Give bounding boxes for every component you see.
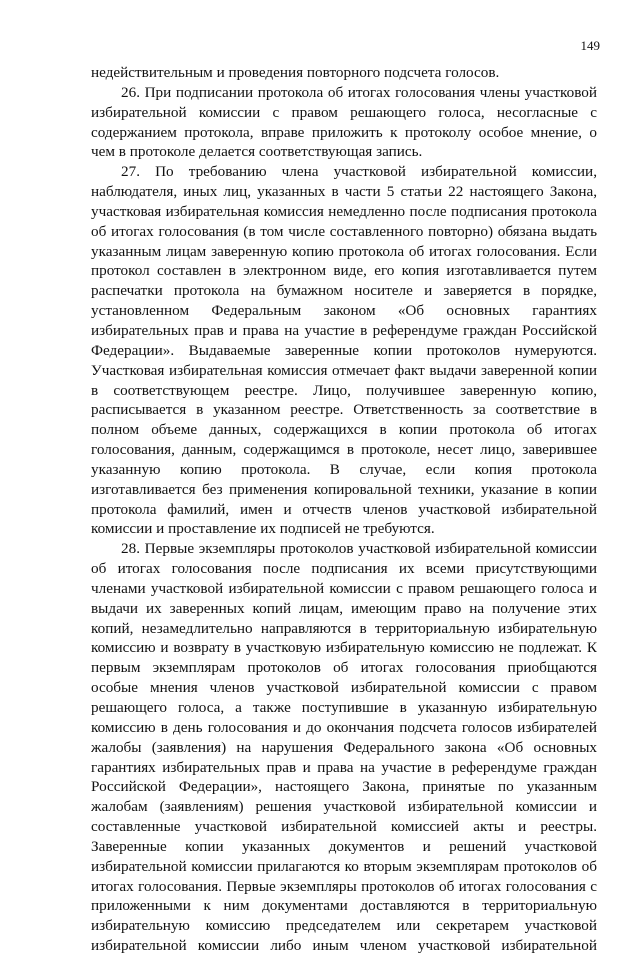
text-line: распечатки протокола на бумажном носителе и заверяется в порядке,: [91, 282, 597, 300]
text-line: в соответствующем реестре. Лицо, получившее заверенную копию,: [91, 381, 597, 399]
text-line: итогах голосования. Первые экземпляры протоколов об итогах голосования с: [91, 877, 597, 895]
text-line: особые мнения членов участковой избирательной комиссии с правом: [91, 679, 597, 697]
text-line: приложенными к ним документами доставляются в территориальную: [91, 897, 597, 915]
text-line: изготавливается без применения копировальной техники, указание в копии: [91, 480, 597, 498]
text-line: жалобам (заявлениям) решения участковой избирательной комиссии и: [91, 798, 597, 816]
text-line: копий, незамедлительно направляются в территориальную избирательную: [91, 619, 597, 637]
text-line: комиссию и возврату в участковую избирательную комиссию не подлежат. К: [91, 639, 597, 657]
text-line: 26. При подписании протокола об итогах голосования члены участковой: [121, 83, 597, 101]
page-number: 149: [580, 38, 600, 53]
text-line: выдачи их заверенных копий лицам, имеющим право на получение этих: [91, 599, 597, 617]
text-line: об итогах голосования (в том числе составленного повторно) обязана выдать: [91, 222, 597, 240]
text-line: содержанием протокола, вправе приложить к протоколу особое мнение, о: [91, 123, 597, 141]
text-line: Федерации». Выдаваемые заверенные копии протоколов нумеруются.: [91, 341, 597, 359]
text-line: полном объеме данных, содержащихся в копии протокола об итогах: [91, 421, 597, 439]
text-line: комиссии и проставление их подписей не требуются.: [91, 520, 435, 538]
text-line: участковая избирательная комиссия немедленно после подписания протокола: [91, 202, 597, 220]
text-line: установленном Федеральным законом «Об основных гарантиях: [91, 302, 597, 320]
text-line: избирательной комиссии либо иным членом участковой избирательной: [91, 937, 597, 955]
text-line: недействительным и проведения повторного подсчета голосов.: [91, 64, 500, 81]
text-line: указанным лицам заверенную копию протокола об итогах голосования. Если: [91, 242, 597, 260]
text-line: протокол составлен в электронном виде, его копия изготавливается путем: [91, 262, 597, 280]
text-line: указанную копию протокола. В случае, если копия протокола: [91, 460, 597, 478]
text-line: протокола фамилий, имен и отчеств членов участковой избирательной: [91, 500, 597, 518]
body-text: [91, 63, 597, 956]
text-line: чем в протоколе делается соответствующая запись.: [91, 143, 423, 161]
text-line: Участковая избирательная комиссия отмечает факт выдачи заверенной копии: [91, 361, 597, 379]
text-line: членами участковой избирательной комиссии с правом решающего голоса и: [91, 579, 597, 597]
text-line: избирательной комиссии прилагаются ко вторым экземплярам протоколов об: [91, 857, 597, 875]
text-line: жалобы (заявления) на нарушения Федерального закона «Об основных: [91, 738, 597, 756]
text-line: составленные участковой избирательной комиссией акты и реестры.: [91, 818, 597, 836]
text-line: избирательных прав и права на участие в референдуме граждан Российской: [91, 321, 597, 339]
text-line: об итогах голосования после подписания их всеми присутствующими: [91, 560, 597, 578]
text-line: избирательной комиссии с правом решающего голоса, несогласные с: [91, 103, 597, 121]
text-line: первым экземплярам протоколов об итогах голосования приобщаются: [91, 659, 597, 677]
text-line: 27. По требованию члена участковой избирательной комиссии,: [121, 163, 597, 181]
text-line: Российской Федерации», настоящего Закона, принятые по указанным: [91, 778, 597, 796]
text-line: наблюдателя, иных лиц, указанных в части 5 статьи 22 настоящего Закона,: [91, 183, 597, 201]
text-line: Заверенные копии указанных документов и решений участковой: [91, 837, 597, 855]
text-line: комиссию в день голосования и до окончания подсчета голосов избирателей: [91, 718, 597, 736]
text-line: расписывается в указанном реестре. Ответственность за соответствие в: [91, 401, 597, 419]
text-line: избирательную комиссию председателем или секретарем участковой: [91, 917, 597, 935]
text-line: решающего голоса, а также поступившие в указанную избирательную: [91, 699, 597, 716]
text-line: голосования, данным, содержащимся в протоколе, несет лицо, заверившее: [91, 441, 597, 459]
text-line: 28. Первые экземпляры протоколов участковой избирательной комиссии: [121, 540, 597, 558]
text-line: гарантиях избирательных прав и права на участие в референдуме граждан: [91, 758, 597, 776]
